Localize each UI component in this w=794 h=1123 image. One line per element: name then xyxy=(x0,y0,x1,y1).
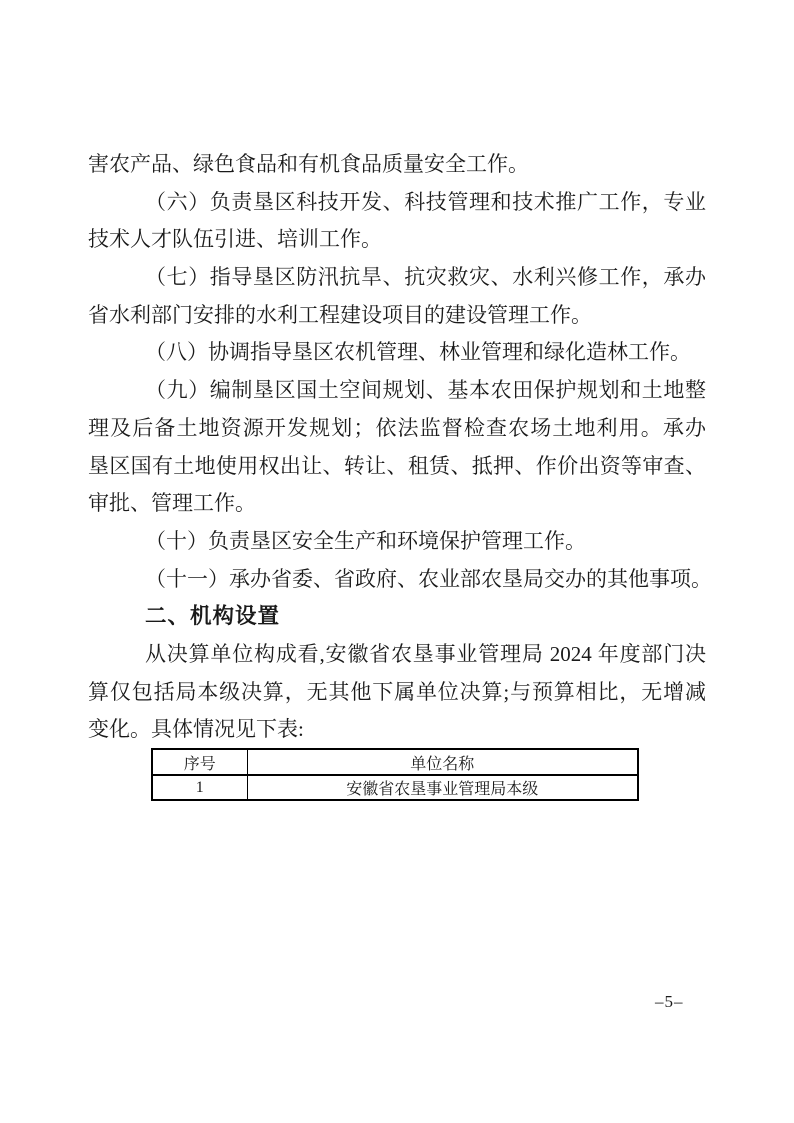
section-heading xyxy=(88,598,706,636)
text-line: 变化。具体情况见下表: xyxy=(88,717,304,742)
table-header-row xyxy=(152,749,638,775)
paragraph xyxy=(88,259,706,334)
page-number: –5– xyxy=(655,992,684,1011)
text-line: （七）指导垦区防汛抗旱、抗灾救灾、水利兴修工作，承办 xyxy=(145,265,706,290)
text-line: 算仅包括局本级决算，无其他下属单位决算;与预算相比，无增减 xyxy=(88,679,706,704)
text-line: 技术人才队伍引进、培训工作。 xyxy=(88,227,382,252)
organization-units-table xyxy=(151,748,639,801)
document-body xyxy=(88,146,712,749)
paragraph xyxy=(88,146,706,184)
text-line: 从决算单位构成看,安徽省农垦事业管理局 2024 年度部门决 xyxy=(145,641,706,666)
text-line: （十一）承办省委、省政府、农业部农垦局交办的其他事项。 xyxy=(145,566,712,591)
text-line: 垦区国有土地使用权出让、转让、租赁、抵押、作价出资等审查、 xyxy=(88,453,706,478)
text-line: （十）负责垦区安全生产和环境保护管理工作。 xyxy=(145,528,586,553)
paragraph xyxy=(88,636,706,749)
paragraph xyxy=(88,184,706,259)
paragraph xyxy=(88,334,706,372)
text-line: 害农产品、绿色食品和有机食品质量安全工作。 xyxy=(88,152,529,176)
table-row xyxy=(152,775,638,800)
paragraph xyxy=(88,372,706,523)
text-line: （八）协调指导垦区农机管理、林业管理和绿化造林工作。 xyxy=(145,340,691,365)
table-header-cell: 单位名称 xyxy=(247,749,638,775)
text-line: 审批、管理工作。 xyxy=(88,491,256,516)
table-cell: 1 xyxy=(152,775,247,800)
table-cell: 安徽省农垦事业管理局本级 xyxy=(247,775,638,800)
paragraph xyxy=(88,523,706,561)
text-line: 二、机构设置 xyxy=(145,604,281,629)
text-line: （九）编制垦区国土空间规划、基本农田保护规划和土地整 xyxy=(145,378,706,403)
paragraph xyxy=(88,561,712,599)
text-line: 理及后备土地资源开发规划；依法监督检查农场土地利用。承办 xyxy=(88,415,706,440)
text-line: （六）负责垦区科技开发、科技管理和技术推广工作，专业 xyxy=(145,189,706,214)
text-line: 省水利部门安排的水利工程建设项目的建设管理工作。 xyxy=(88,302,592,327)
table-header-cell: 序号 xyxy=(152,749,247,775)
